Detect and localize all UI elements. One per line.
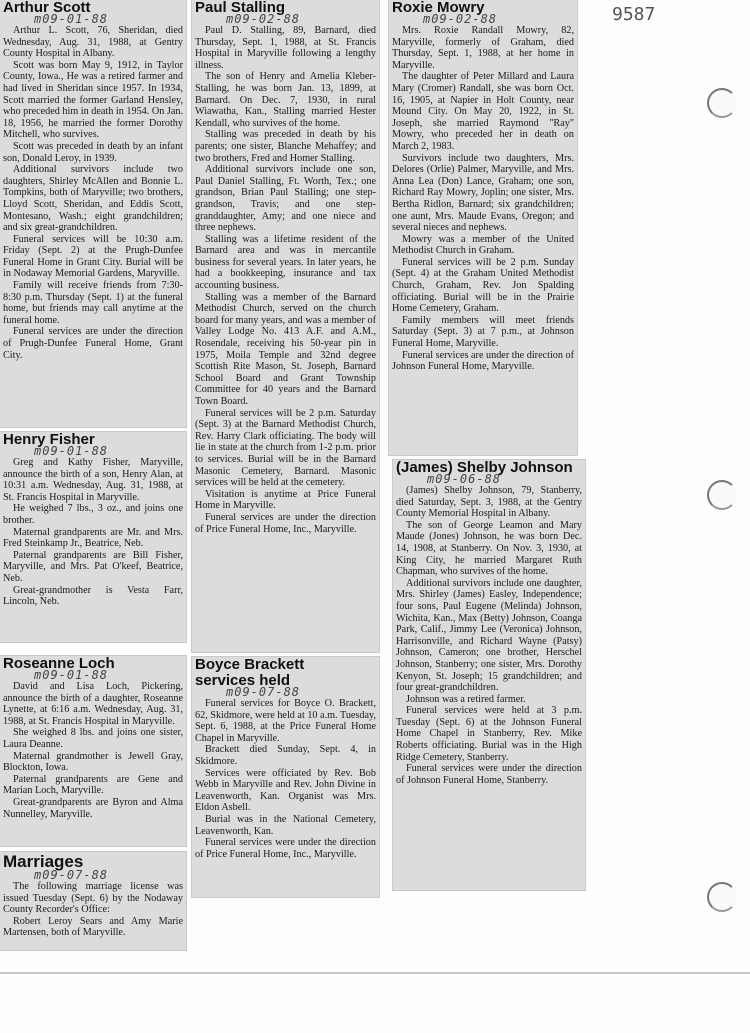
- paragraph: Arthur L. Scott, 76, Sheridan, died Wednesday, Aug. 31, 1988, at Gentry County Hospital in Albany.: [3, 25, 183, 60]
- paragraph: Survivors include two daughters, Mrs. Delores (Orlie) Palmer, Maryville, and Mrs. Anna Lea (Don) Lance, Graham; one son, Richard Ray Mowry, Joplin; one sister, Mrs. Bertha Ridlon, Barnard; six grandchildren; one aunt, Mrs. Maude Evans, Oregon; and several nieces and nephews.: [392, 152, 574, 234]
- punch-hole-icon: [707, 480, 737, 510]
- paragraph: Mrs. Roxie Randall Mowry, 82, Maryville, formerly of Graham, died Thursday, Sept. 1, 1988, at her home in Maryville.: [392, 25, 574, 71]
- paragraph: Brackett died Sunday, Sept. 4, in Skidmore.: [195, 744, 376, 767]
- paragraph: Funeral services were under the direction of Johnson Funeral Home, Stanberry.: [396, 763, 582, 786]
- paragraph: Burial was in the National Cemetery, Leavenworth, Kan.: [195, 813, 376, 837]
- paragraph: Additional survivors include one son, Paul Daniel Stalling, Ft. Worth, Tex.; one grandson, Brian Paul Stalling; one step-grandson, Travis; and one step-granddaughter, Amy; and one niece and three nephews.: [195, 164, 376, 234]
- paragraph: The following marriage license was issued Tuesday (Sept. 6) by the Nodaway County Recorder's Office:: [3, 881, 183, 916]
- handwritten-date: m09-01-88: [34, 668, 109, 682]
- paragraph: Funeral services are under the direction of Johnson Funeral Home, Maryville.: [392, 349, 574, 373]
- paragraph: The son of Henry and Amelia Kleber-Stalling, he was born Jan. 13, 1899, at Barnard. On Dec. 7, 1930, in rural Wiawatha, Kan., Stalling married Hester Kendall, who survives of the home.: [195, 71, 376, 129]
- article-title: Roxie Mowry: [392, 0, 485, 16]
- paragraph: Funeral services were held at 3 p.m. Tuesday (Sept. 6) at the Johnson Funeral Home Chapel in Stanberry, Rev. Mike Roberts officiating. Burial was in the High Ridge Cemetery, Stanberry.: [396, 705, 582, 763]
- paragraph: Funeral services will be 10:30 a.m. Friday (Sept. 2) at the Prugh-Dunfee Funeral Home in Grant City. Burial will be in Nodaway Memorial Gardens, Maryville.: [3, 233, 183, 280]
- handwritten-date: m09-01-88: [34, 444, 109, 458]
- paragraph: She weighed 8 lbs. and joins one sister, Laura Deanne.: [3, 727, 183, 750]
- handwritten-date: m09-06-88: [427, 472, 502, 486]
- paragraph: Paternal grandparents are Gene and Marian Loch, Maryville.: [3, 773, 183, 797]
- article-subtitle: services held: [195, 672, 291, 689]
- paragraph: Funeral services for Boyce O. Brackett, 62, Skidmore, were held at 10 a.m. Tuesday, Sept. 6, 1988, at the Price Funeral Home Chapel in Maryville.: [195, 698, 376, 744]
- article-title: Arthur Scott: [3, 0, 91, 16]
- handwritten-date: m09-07-88: [34, 868, 109, 882]
- article-body: [389, 25, 577, 373]
- paragraph: The daughter of Peter Millard and Laura Mary (Cromer) Randall, she was born Oct. 16, 1905, at Napier in Holt County, near Mound City. On May 20, 1922, in St. Joseph, she married Raymond "Ray" Mowry, who preceded her in death on March 2, 1983.: [392, 71, 574, 152]
- paragraph: Great-grandmother is Vesta Farr, Lincoln, Neb.: [3, 584, 183, 608]
- paragraph: Stalling was a member of the Barnard Methodist Church, served on the church board for many years, and was a member of Valley Lodge No. 413 A.F. and A.M., Rosendale, receiving his 50-year pin in 1975, Moila Temple and 32nd degree Scottish Rite Mason, St. Joseph, Barnard School Board and Grant Township Committee for 40 years and the Barnard Town Board.: [195, 291, 376, 407]
- punch-hole-icon: [707, 882, 737, 912]
- birth-henry-fisher: [0, 432, 186, 642]
- paragraph: Funeral services are under the direction of Prugh-Dunfee Funeral Home, Grant City.: [3, 326, 183, 361]
- paragraph: Services were officiated by Rev. Bob Webb in Maryville and Rev. John Divine in Leavenworth, Kan. Organist was Mrs. Eldon Asbell.: [195, 767, 376, 814]
- page-number: 9587: [612, 4, 656, 25]
- article-title: (James) Shelby Johnson: [396, 460, 573, 476]
- paragraph: Greg and Kathy Fisher, Maryville, announce the birth of a son, Henry Alan, at 10:31 a.m. Wednesday, Aug. 31, 1988, at St. Francis Hospital in Maryville.: [3, 457, 183, 503]
- paragraph: Johnson was a retired farmer.: [406, 693, 526, 705]
- paragraph: The son of George Leamon and Mary Maude (Jones) Johnson, he was born Dec. 14, 1908, at Stanberry. On Nov. 3, 1930, at King City, he married Margaret Ruth Chapman, who survives of the home.: [396, 519, 582, 578]
- paragraph: Visitation is anytime at Price Funeral Home in Maryville.: [195, 488, 376, 512]
- handwritten-date: m09-02-88: [226, 12, 301, 26]
- paragraph: Great-grandparents are Byron and Alma Nunnelley, Maryville.: [3, 796, 183, 820]
- paragraph: Additional survivors include one daughter, Mrs. Shirley (James) Easley, Independence; four sons, Paul Eugene (Melinda) Johnson, Wichita, Kan., Max (Betty) Johnson, Coanga Park, Calif., Jimmy Lee (Veronica) Johnson, Harrisonville, and Richard Wayne (Patsy) Johnson, Cameron; one brother, Herschel Johnson, Stanberry; one sister, Mrs. Dorothy Kenyon, St. Joseph; 15 grandchildren; and four great-grandchildren.: [396, 577, 582, 694]
- paragraph: Funeral services were under the direction of Price Funeral Home, Inc., Maryville.: [195, 837, 376, 860]
- paragraph: Maternal grandmother is Jewell Gray, Blockton, Iowa.: [3, 750, 183, 774]
- paragraph: Robert Leroy Sears and Amy Marie Martensen, both of Maryville.: [3, 915, 183, 939]
- obituary-paul-stalling: [192, 0, 379, 652]
- paragraph: (James) Shelby Johnson, 79, Stanberry, died Saturday, Sept. 3, 1988, at the Gentry County Memorial Hospital in Albany.: [396, 485, 582, 520]
- handwritten-date: m09-02-88: [423, 12, 498, 26]
- article-title: Henry Fisher: [3, 432, 95, 448]
- paragraph: Family will receive friends from 7:30-8:30 p.m. Thursday (Sept. 1) at the funeral home, but friends may call anytime at the funeral home.: [3, 280, 183, 326]
- paragraph: Funeral services will be 2 p.m. Saturday (Sept. 3) at the Barnard Methodist Church, Rev. Harry Clark officiating. The body will lie in state at the church from 1-2 p.m. prior to services. Burial will be in the Barnard Masonic Cemetery, Barnard. Masonic services will be held at the cemetery.: [195, 407, 376, 489]
- paragraph: David and Lisa Loch, Pickering, announce the birth of a daughter, Roseanne Lynette, at 6:16 a.m. Wednesday, Aug. 31, 1988, at St. Francis Hospital in Maryville.: [3, 681, 183, 727]
- paragraph: Funeral services will be 2 p.m. Sunday (Sept. 4) at the Graham United Methodist Church, Graham, Rev. Jon Spalding officiating. Burial will be in the Prairie Home Cemetery, Graham.: [392, 256, 574, 315]
- obituary-roxie-mowry: [389, 0, 577, 455]
- article-body: [192, 698, 379, 860]
- handwritten-date: m09-07-88: [226, 685, 301, 699]
- paragraph: Paul D. Stalling, 89, Barnard, died Thursday, Sept. 1, 1988, at St. Francis Hospital in Maryville following a lengthy illness.: [195, 25, 376, 71]
- paragraph: Stalling was preceded in death by his parents; one sister, Blanche Mehaffey; and two brothers, Fred and Homer Stalling.: [195, 129, 376, 164]
- paragraph: Paternal grandparents are Bill Fisher, Maryville, and Mrs. Pat O'keef, Beatrice, Neb.: [3, 549, 183, 584]
- birth-roseanne-loch: [0, 656, 186, 846]
- paragraph: Maternal grandparents are Mr. and Mrs. Fred Steinkamp Jr., Beatrice, Neb.: [3, 526, 183, 550]
- article-body: [0, 457, 186, 608]
- marriages-notice: [0, 852, 186, 950]
- paragraph: Additional survivors include two daughters, Shirley McAllen and Bonnie L. Tompkins, both of Maryville; two brothers, Lloyd Scott, Sheridan, and Eddis Scott, Montesano, Wash.; eight grandchildren; and six great-grandchildren.: [3, 164, 183, 234]
- article-body: [393, 485, 585, 786]
- handwritten-date: m09-01-88: [34, 12, 109, 26]
- article-title: Paul Stalling: [195, 0, 286, 16]
- paragraph: Family members will meet friends Saturday (Sept. 3) at 7 p.m., at Johnson Funeral Home, Maryville.: [392, 314, 574, 350]
- article-title: Boyce Brackett: [195, 657, 305, 673]
- paragraph: Stalling was a lifetime resident of the Barnard area and was in mercantile business for several years. In later years, he had a bookkeeping, insurance and tax accounting business.: [195, 233, 376, 292]
- obituary-arthur-scott: [0, 0, 186, 427]
- article-body: [0, 25, 186, 361]
- paragraph: Scott was preceded in death by an infant son, Donald Leroy, in 1939.: [3, 140, 183, 164]
- paragraph: Scott was born May 9, 1912, in Taylor County, Iowa., He was a retired farmer and had lived in Sheridan since 1957. In 1934, Scott married the former Garland Hensley, who preceded him in death in 1954. On Jan. 18, 1956, he married the former Dorothy Mitchell, who survives.: [3, 59, 183, 141]
- paragraph: He weighed 7 lbs., 3 oz., and joins one brother.: [3, 503, 183, 526]
- paragraph: Funeral services are under the direction of Price Funeral Home, Inc., Maryville.: [195, 511, 376, 535]
- scan-edge-line: [0, 972, 750, 974]
- obituary-shelby-johnson: [393, 460, 585, 890]
- paragraph: Mowry was a member of the United Methodist Church in Graham.: [392, 233, 574, 257]
- article-body: [0, 681, 186, 820]
- article-title: Roseanne Loch: [3, 656, 115, 672]
- article-body: [0, 881, 186, 939]
- punch-hole-icon: [707, 88, 737, 118]
- obituary-boyce-brackett: [192, 657, 379, 897]
- article-title: Marriages: [3, 852, 84, 871]
- article-body: [192, 25, 379, 535]
